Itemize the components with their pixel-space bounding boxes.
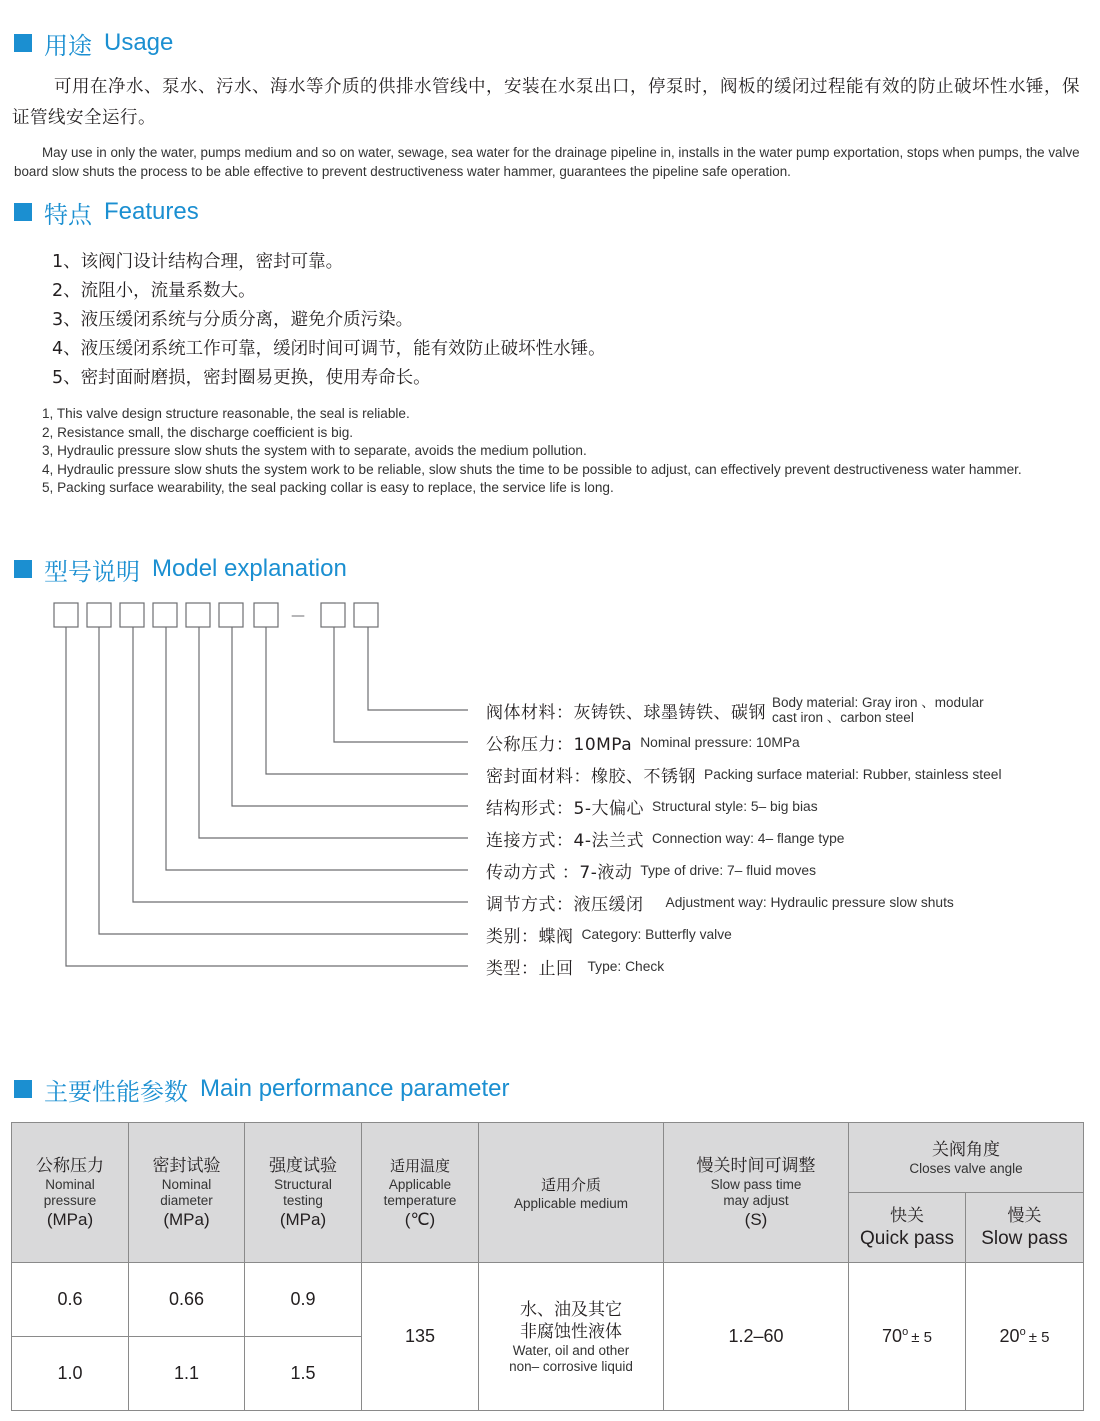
code-box (54, 603, 78, 627)
code-box (186, 603, 210, 627)
model-row-en: Structural style: 5– big bias (651, 798, 818, 814)
cell-seal-test: 1.1 (129, 1337, 245, 1411)
header-slow-time (664, 1123, 849, 1263)
model-row-en: Type of drive: 7– fluid moves (640, 862, 816, 878)
medium-en: non– corrosive liquid (509, 1358, 633, 1374)
feature-item-cn: 1、该阀门设计结构合理，密封可靠。 (52, 252, 344, 272)
model-row-en: Adjustment way: Hydraulic pressure slow shuts (665, 894, 954, 910)
header-en: diameter (160, 1192, 213, 1208)
leader-line (66, 627, 468, 966)
cell-slow-time: 1.2–60 (664, 1263, 849, 1411)
code-box (87, 603, 111, 627)
header-cn: 公称压力 (36, 1155, 104, 1176)
degree-mark: o (902, 1326, 909, 1338)
model-row-cn: 结构形式：5-大偏心 (486, 798, 644, 819)
header-unit: (MPa) (279, 1209, 327, 1229)
header-quick-pass (849, 1193, 966, 1263)
usage-heading (14, 28, 173, 58)
leader-line (166, 627, 468, 870)
feature-item-cn: 2、流阻小，流量系数大。 (52, 281, 256, 301)
header-slow-pass (966, 1193, 1084, 1263)
header-en: Applicable (388, 1176, 452, 1192)
leader-line (133, 627, 468, 902)
model-row-cn: 阀体材料：灰铸铁、球墨铸铁、碳钢 (486, 702, 766, 723)
model-row-cn: 公称压力：10MPa (486, 734, 633, 755)
header-en: Closes valve angle (909, 1160, 1023, 1176)
model-row-structural-style (486, 792, 818, 820)
header-en: Slow pass (981, 1227, 1068, 1249)
section-marker-icon (14, 34, 32, 52)
feature-item-cn: 5、密封面耐磨损，密封圈易更换，使用寿命长。 (52, 368, 431, 388)
header-en: Applicable medium (513, 1195, 629, 1211)
header-cn: 快关 (890, 1205, 924, 1226)
header-cn: 慢关时间可调整 (696, 1155, 816, 1176)
header-en: testing (283, 1192, 323, 1208)
header-unit: (℃) (404, 1209, 436, 1229)
usage-title-en: Usage (104, 29, 174, 56)
model-row-en-line: Body material: Gray iron 、modular (772, 695, 984, 710)
feature-item-en: 4, Hydraulic pressure slow shuts the system work to be reliable, slow shuts the time to be possible to adjust, can effectively prevent destructiveness water hammer. (42, 461, 1022, 477)
header-close-angle (849, 1123, 1084, 1193)
degree-mark: o (1019, 1326, 1026, 1338)
medium-cn: 水、油及其它 (520, 1299, 622, 1320)
features-list-cn (52, 248, 606, 393)
usage-text-cn: 可用在净水、泵水、污水、海水等介质的供排水管线中，安装在水泵出口，停泵时，阀板的缓闭过程能有效的防止破坏性水锤，保证管线安全运行。 (12, 77, 1080, 128)
header-unit: (S) (744, 1209, 768, 1229)
model-row-type (486, 952, 664, 980)
model-row-cn: 传动方式 ：7-液动 (486, 862, 633, 883)
leader-line (232, 627, 468, 806)
header-cn: 适用介质 (540, 1175, 601, 1194)
code-box (120, 603, 144, 627)
model-row-packing-surface (486, 760, 1002, 788)
header-temperature (362, 1123, 479, 1263)
features-heading (14, 197, 199, 227)
header-cn: 强度试验 (269, 1155, 337, 1176)
code-box (254, 603, 278, 627)
header-cn: 适用温度 (389, 1156, 450, 1175)
quick-angle-value: 70 (882, 1326, 903, 1346)
features-title-cn: 特点 (44, 200, 92, 229)
cell-strength-test: 0.9 (245, 1263, 362, 1337)
feature-item-en: 3, Hydraulic pressure slow shuts the system with to separate, avoids the medium pollution. (42, 443, 587, 458)
leader-line (368, 627, 468, 710)
performance-title-cn: 主要性能参数 (44, 1077, 188, 1106)
feature-item-en: 5, Packing surface wearability, the seal packing collar is easy to replace, the service life is long. (42, 480, 614, 495)
features-list-en (42, 405, 1022, 498)
header-unit: (MPa) (163, 1209, 210, 1229)
model-heading (14, 554, 347, 584)
feature-item-en: 1, This valve design structure reasonable, the seal is reliable. (42, 406, 410, 421)
feature-item-cn: 4、液压缓闭系统工作可靠，缓闭时间可调节，能有效防止破坏性水锤。 (52, 339, 606, 359)
model-row-body-material (486, 696, 984, 724)
model-row-en: Category: Butterfly valve (581, 926, 732, 942)
section-marker-icon (14, 560, 32, 578)
medium-cn: 非腐蚀性液体 (520, 1321, 622, 1342)
leader-line (266, 627, 468, 774)
cell-slow-angle (966, 1263, 1084, 1411)
model-row-cn: 类型：止回 (486, 958, 574, 979)
model-row-drive-type (486, 856, 816, 884)
model-row-cn: 类别：蝶阀 (486, 926, 574, 947)
header-en: Slow pass time (710, 1176, 802, 1192)
model-row-cn: 连接方式：4-法兰式 (486, 830, 644, 851)
feature-item-en: 2, Resistance small, the discharge coefficient is big. (42, 424, 354, 440)
header-en: Nominal (161, 1176, 212, 1192)
model-row-en: Packing surface material: Rubber, stainless steel (704, 766, 1002, 782)
model-row-en: Connection way: 4– flange type (651, 830, 845, 846)
cell-strength-test: 1.5 (245, 1337, 362, 1411)
model-title-en: Model explanation (152, 555, 347, 582)
cell-nominal-pressure: 0.6 (12, 1263, 129, 1337)
quick-angle-tolerance: ± 5 (911, 1329, 932, 1346)
model-row-en-line: cast iron 、carbon steel (772, 710, 914, 725)
table-row (12, 1263, 1084, 1337)
feature-item-cn: 3、液压缓闭系统与分质分离，避免介质污染。 (52, 310, 414, 330)
code-box (321, 603, 345, 627)
code-box (354, 603, 378, 627)
medium-en: Water, oil and other (512, 1342, 630, 1358)
header-en: Structural (274, 1176, 332, 1192)
header-nominal-pressure (12, 1123, 129, 1263)
code-box (153, 603, 177, 627)
header-cn: 慢关 (1007, 1205, 1042, 1226)
cell-seal-test: 0.66 (129, 1263, 245, 1337)
code-box (219, 603, 243, 627)
cell-temperature: 135 (362, 1263, 479, 1411)
header-cn: 关阀角度 (932, 1139, 1000, 1160)
usage-text-en: May use in only the water, pumps medium and so on water, sewage, sea water for the drainage pipeline in, installs in the water pump exportation, stops when pumps, the valve board slow shuts the process to be able effective to prevent destructiveness water hammer, guarantees the pipeline safe operation. (14, 145, 1080, 179)
header-en: pressure (43, 1192, 97, 1208)
header-cn: 密封试验 (152, 1155, 221, 1176)
cell-nominal-pressure: 1.0 (12, 1337, 129, 1411)
leader-line (334, 627, 468, 742)
cell-quick-angle (849, 1263, 966, 1411)
header-en: Quick pass (860, 1227, 954, 1249)
performance-table (11, 1122, 1084, 1411)
header-strength-test (245, 1123, 362, 1263)
features-title-en: Features (104, 198, 199, 225)
model-row-cn: 调节方式：液压缓闭 (486, 894, 644, 915)
code-dash: — (291, 608, 305, 624)
header-unit: (MPa) (46, 1209, 94, 1229)
header-en: temperature (383, 1192, 457, 1208)
model-row-connection-way (486, 824, 844, 852)
model-row-nominal-pressure (486, 728, 800, 756)
performance-heading (14, 1074, 509, 1104)
slow-angle-value: 20 (999, 1326, 1020, 1346)
model-row-category (486, 920, 732, 948)
model-row-cn: 密封面材料：橡胶、不锈钢 (486, 766, 696, 787)
leader-line (99, 627, 468, 934)
model-row-en (772, 695, 984, 725)
header-seal-test (129, 1123, 245, 1263)
model-row-en: Type: Check (587, 958, 665, 974)
section-marker-icon (14, 203, 32, 221)
cell-medium (479, 1263, 664, 1411)
model-row-adjustment-way (486, 888, 954, 916)
model-row-en: Nominal pressure: 10MPa (640, 734, 800, 750)
model-title-cn: 型号说明 (44, 557, 140, 586)
performance-title-en: Main performance parameter (200, 1075, 510, 1102)
header-medium (479, 1123, 664, 1263)
header-en: may adjust (723, 1192, 789, 1208)
section-marker-icon (14, 1080, 32, 1098)
header-en: Nominal (45, 1176, 95, 1192)
slow-angle-tolerance: ± 5 (1028, 1329, 1050, 1346)
usage-title-cn: 用途 (44, 31, 92, 60)
